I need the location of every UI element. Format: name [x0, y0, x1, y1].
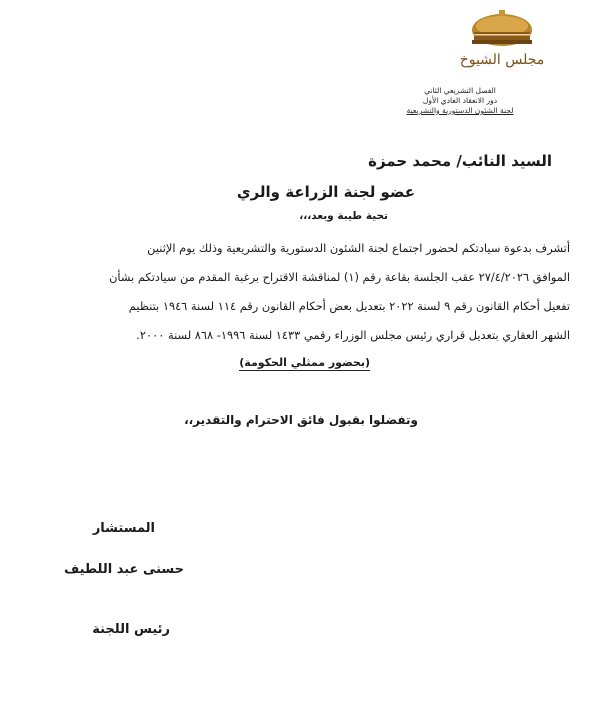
body-line: الموافق ٢٧/٤/٢٠٢٦ عقب الجلسة بقاعة رقم (١) لمناقشة الاقتراح برغبة المقدم من سيادتكم بشأن: [109, 270, 570, 284]
body-line: الشهر العقاري بتعديل قراري رئيس مجلس الوزراء رقمي ١٤٣٣ لسنة ١٩٩٦- ٨٦٨ لسنة ٢٠٠٠.: [136, 328, 570, 342]
svg-text:مجلس الشيوخ: مجلس الشيوخ: [459, 52, 545, 68]
header-line-1: الفصل التشريعي الثاني: [424, 86, 496, 95]
body-line: تفعيل أحكام القانون رقم ٩ لسنة ٢٠٢٢ بتعديل بعض أحكام القانون رقم ١١٤ لسنة ١٩٤٦ بتنظيم: [128, 299, 570, 313]
signature-role: رئيس اللجنة: [92, 622, 170, 637]
government-note-text: (بحضور ممثلي الحكومة): [239, 356, 370, 369]
signature-name: حسنى عبد اللطيف: [64, 562, 184, 577]
header-line-2: دور الانعقاد العادي الأول: [422, 96, 498, 105]
committee-header: [360, 86, 560, 116]
government-note: [239, 356, 370, 369]
addressee: السيد النائب/ محمد حمزة: [368, 152, 552, 170]
signature-title: المستشار: [92, 521, 155, 536]
greeting: تحية طيبة وبعد،،،: [299, 210, 388, 222]
senate-dome-logo: [452, 8, 552, 76]
header-line-3: لجنة الشئون الدستورية والتشريعية: [406, 106, 514, 115]
body-line: أتشرف بدعوة سيادتكم لحضور اجتماع لجنة الشئون الدستورية والتشريعية وذلك يوم الإثنين: [147, 241, 570, 255]
letter-body: [30, 234, 570, 350]
closing-line: وتفضلوا بقبول فائق الاحترام والتقدير،،: [184, 413, 418, 427]
addressee-role: عضو لجنة الزراعة والري: [236, 183, 415, 201]
